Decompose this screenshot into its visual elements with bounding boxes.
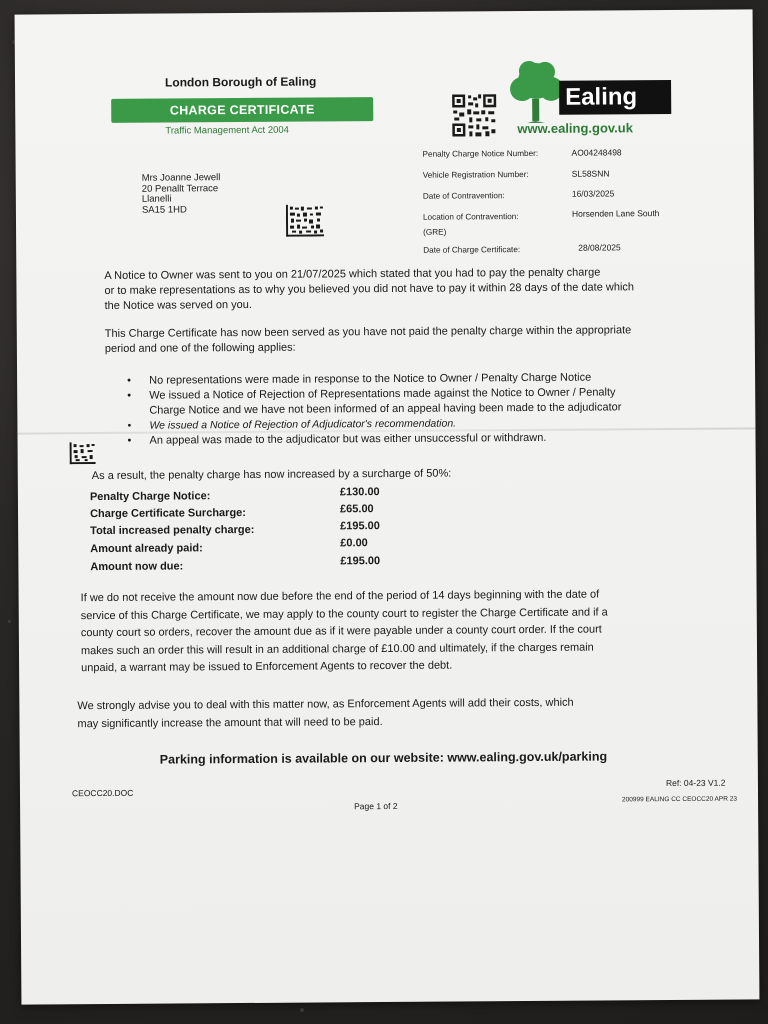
amount-label: Amount now due: — [90, 560, 184, 574]
list-item-text: Charge Notice and we have not been informed of an appeal having been made to the adjudicator — [149, 401, 622, 417]
vehicle-registration-label: Vehicle Registration Number: — [422, 170, 529, 180]
location-of-contravention-label: Location of Contravention: — [422, 212, 519, 222]
list-item-text: We issued a Notice of Rejection of Representations made against the Notice to Owner / Penalty — [149, 386, 616, 402]
applicable-conditions-list — [127, 370, 708, 449]
amount-value: £0.00 — [340, 537, 368, 550]
paragraph-line: may significantly increase the amount that will need to be paid. — [77, 715, 383, 730]
pcn-number-value: AO04248498 — [571, 147, 622, 158]
charge-certificate-page — [15, 9, 760, 1004]
reference-number: Ref: 04-23 V1.2 — [665, 777, 726, 789]
bullet-icon: • — [127, 434, 132, 447]
paragraph-line: county court so orders, recover the amount due as if it were payable under a county court order. If the court — [80, 623, 602, 640]
ealing-tree-logo-icon — [507, 59, 565, 123]
surcharge-intro: As a result, the penalty charge has now increased by a surcharge of 50%: — [91, 467, 452, 483]
date-of-charge-certificate-label: Date of Charge Certificate: — [423, 245, 521, 255]
amount-label: Charge Certificate Surcharge: — [90, 506, 246, 521]
amount-value: £65.00 — [339, 503, 374, 516]
bullet-icon: • — [127, 389, 132, 402]
amount-label: Penalty Charge Notice: — [89, 490, 211, 504]
vehicle-registration-value: SL58SNN — [571, 168, 610, 179]
amount-label: Total increased penalty charge: — [90, 523, 255, 538]
amount-value: £195.00 — [340, 520, 380, 533]
print-code: 200999 EALING CC CEOCC20 APR 23 — [622, 795, 737, 804]
amount-label: Amount already paid: — [90, 542, 203, 556]
bullet-icon: • — [127, 374, 132, 387]
bullet-icon: • — [127, 419, 132, 432]
recipient-postcode: SA15 1HD — [141, 203, 187, 216]
date-of-contravention-label: Date of Contravention: — [422, 191, 505, 201]
paragraph-line: A Notice to Owner was sent to you on 21/07/2025 which stated that you had to pay the penalty charge — [104, 266, 601, 282]
date-of-contravention-value: 16/03/2025 — [571, 188, 615, 199]
list-item-text: No representations were made in response to the Notice to Owner / Penalty Charge Notice — [149, 371, 592, 387]
list-item — [127, 430, 707, 448]
location-code: (GRE) — [423, 227, 447, 237]
amount-value: £195.00 — [340, 555, 381, 568]
parking-website-notice: Parking information is available on our website: www.ealing.gov.uk/parking — [159, 749, 608, 767]
recipient-name: Mrs Joanne Jewell — [141, 172, 221, 184]
recipient-address — [142, 173, 221, 216]
paragraph-line: period and one of the following applies: — [104, 341, 296, 355]
recipient-street: 20 Penallt Terrace — [141, 182, 219, 195]
act-reference: Traffic Management Act 2004 — [165, 124, 289, 137]
paragraph-line: the Notice was served on you. — [104, 298, 252, 312]
datamatrix-barcode-icon — [286, 204, 324, 236]
paragraph-line: or to make representations as to why you believed you did not have to pay it within 28 days of the date which — [104, 281, 635, 297]
qr-code-icon — [451, 93, 497, 137]
list-item-text: We issued a Notice of Rejection of Adjudicator's recommendation. — [149, 417, 457, 432]
pcn-number-label: Penalty Charge Notice Number: — [422, 148, 539, 159]
paragraph-line: This Charge Certificate has now been served as you have not paid the penalty charge within the appropriate — [104, 324, 632, 340]
list-item-text: An appeal was made to the adjudicator but was either unsuccessful or withdrawn. — [149, 431, 547, 447]
recipient-town: Llanelli — [141, 193, 172, 205]
charge-certificate-served-paragraph — [105, 323, 705, 357]
council-name: London Borough of Ealing — [164, 74, 317, 90]
date-of-charge-certificate-value: 28/08/2025 — [578, 242, 621, 253]
paragraph-line: makes such an order this will result in an additional charge of £10.00 and ultimately, if the charges remain — [80, 641, 594, 657]
council-website-logo-url: www.ealing.gov.uk — [517, 120, 633, 137]
page-number: Page 1 of 2 — [354, 800, 398, 812]
datamatrix-barcode-icon — [70, 442, 96, 464]
paragraph-line: If we do not receive the amount now due before the end of the period of 14 days beginning with the date of — [80, 588, 600, 605]
document-title: CHARGE CERTIFICATE — [111, 97, 373, 123]
location-of-contravention-value: Horsenden Lane South — [571, 208, 660, 219]
county-court-warning-paragraph — [81, 586, 732, 678]
enforcement-advice-paragraph — [77, 694, 727, 734]
document-code: CEOCC20.DOC — [71, 787, 134, 799]
notice-to-owner-paragraph — [104, 265, 704, 314]
paragraph-line: We strongly advise you to deal with this matter now, as Enforcement Agents will add their costs, which — [77, 696, 574, 713]
amount-value: £130.00 — [339, 486, 380, 499]
ealing-logo-wordmark: Ealing — [559, 80, 671, 115]
paragraph-line: service of this Charge Certificate, we may apply to the county court to register the Charge Certificate and if a — [80, 605, 608, 622]
paragraph-line: unpaid, a warrant may be issued to Enforcement Agents to recover the debt. — [81, 659, 453, 675]
